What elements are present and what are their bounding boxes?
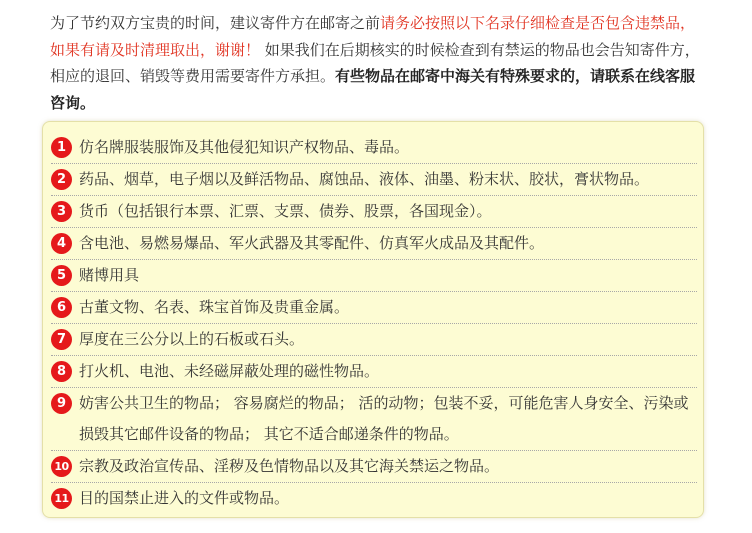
item-text: 目的国禁止进入的文件或物品。 [79, 489, 290, 507]
item-text: 药品、烟草，电子烟以及鲜活物品、腐蚀品、液体、油墨、粉末状、胶状，膏状物品。 [79, 170, 650, 188]
item-text: 货币（包括银行本票、汇票、支票、债券、股票，各国现金）。 [79, 202, 492, 220]
item-text: 宗教及政治宣传品、淫秽及色情物品以及其它海关禁运之物品。 [79, 457, 500, 475]
item-number-badge: 3 [51, 201, 72, 222]
list-item [51, 132, 697, 164]
item-number-badge: 5 [51, 265, 72, 286]
list-item [51, 483, 697, 514]
list-item [51, 164, 697, 196]
item-text: 赌博用具 [79, 266, 140, 284]
list-item [51, 451, 697, 483]
list-item [51, 388, 697, 451]
item-number-badge: 11 [51, 488, 72, 509]
item-number-badge: 4 [51, 233, 72, 254]
item-text: 仿名牌服装服饰及其他侵犯知识产权物品、毒品。 [79, 138, 410, 156]
item-number-badge: 6 [51, 297, 72, 318]
prohibited-items-panel [42, 121, 704, 518]
item-number-badge: 8 [51, 361, 72, 382]
prohibited-items-list [51, 132, 697, 514]
item-text: 厚度在三公分以上的石板或石头。 [79, 330, 305, 348]
item-text: 古董文物、名表、珠宝首饰及贵重金属。 [79, 298, 350, 316]
list-item [51, 228, 697, 260]
list-item [51, 260, 697, 292]
item-number-badge: 9 [51, 393, 72, 414]
item-number-badge: 2 [51, 169, 72, 190]
item-number-badge: 7 [51, 329, 72, 350]
item-text: 妨害公共卫生的物品； 容易腐烂的物品； 活的动物；包装不妥，可能危害人身安全、污染或损毁其它邮件设备的物品； 其它不适合邮递条件的物品。 [79, 394, 689, 443]
intro-customs-text: 有些物品在邮寄中海关有特殊要求的，请联系在线客服咨询。 [50, 67, 696, 112]
intro-cost-text: 如果我们在后期核实的时候检查到有禁运的物品也会告知寄件方，相应的退回、销毁等费用需要寄件方承担。 [50, 40, 700, 85]
intro-warning-text: 请务必按照以下名录仔细检查是否包含违禁品，如果有请及时清理取出，谢谢！ [50, 14, 696, 59]
list-item [51, 292, 697, 324]
item-text: 含电池、易燃易爆品、军火武器及其零配件、仿真军火成品及其配件。 [79, 234, 545, 252]
list-item [51, 356, 697, 388]
item-number-badge: 1 [51, 137, 72, 158]
item-number-badge: 10 [51, 456, 72, 477]
intro-text: 为了节约双方宝贵的时间，建议寄件方在邮寄之前 [50, 14, 381, 32]
list-item [51, 324, 697, 356]
list-item [51, 196, 697, 228]
intro-notice [50, 10, 710, 116]
item-text: 打火机、电池、未经磁屏蔽处理的磁性物品。 [79, 362, 380, 380]
